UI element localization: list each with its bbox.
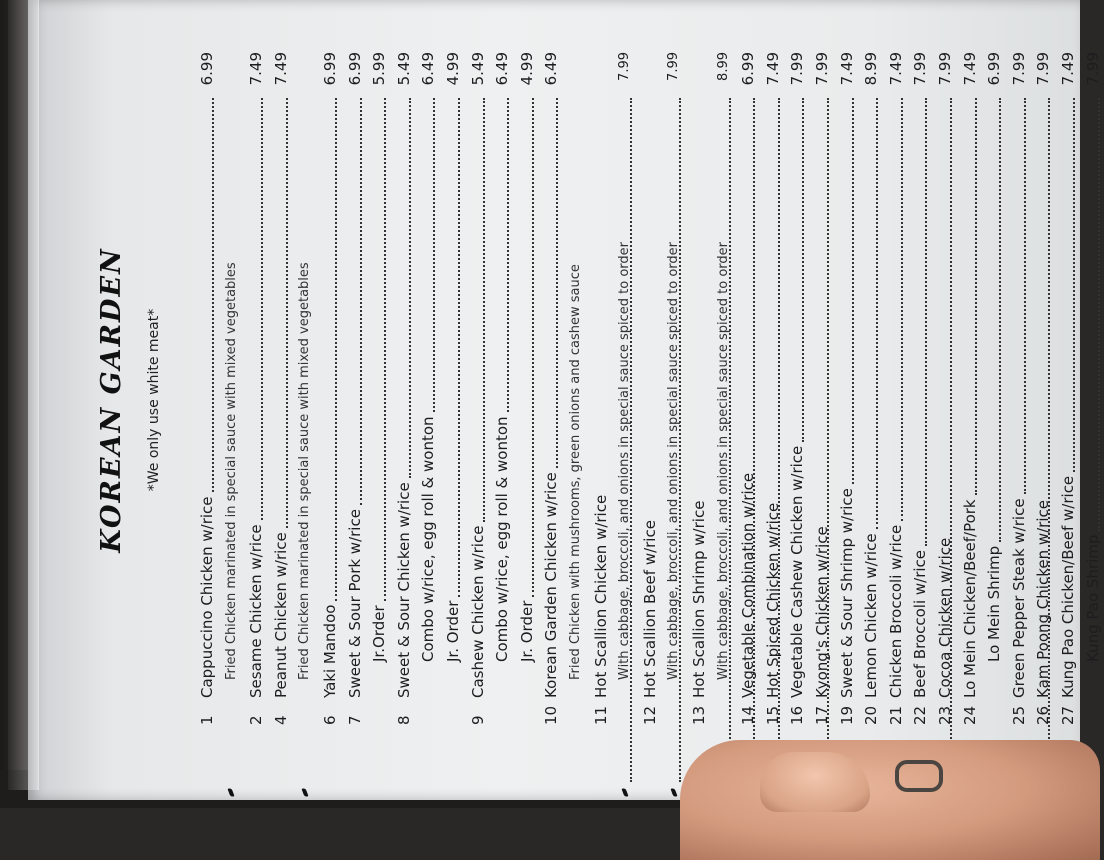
menu-item-number: 8	[394, 715, 413, 725]
dot-leader	[433, 98, 435, 412]
dot-leader	[1024, 98, 1026, 494]
dot-leader	[827, 98, 829, 782]
menu-item-number: 15	[763, 705, 782, 725]
dot-leader	[753, 98, 755, 782]
menu-item-row	[319, 0, 341, 800]
menu-item-row	[344, 0, 366, 800]
menu-item-number: 12	[640, 705, 659, 725]
menu-content	[28, 0, 1102, 800]
menu-item-name: Hot Scallion Chicken w/rice	[591, 494, 610, 698]
menu-item-number: 14	[739, 705, 758, 725]
menu-item-price: 7.99	[813, 52, 831, 86]
menu-item-row	[368, 0, 390, 800]
dot-leader	[556, 98, 558, 468]
menu-item-price: 5.49	[468, 52, 487, 86]
thumb	[760, 752, 870, 812]
menu-item-price: 6.49	[542, 52, 561, 86]
menu-item-price: 4.99	[444, 52, 462, 86]
menu-item-number: 10	[542, 705, 561, 725]
dot-leader	[409, 98, 411, 478]
menu-item-name: Cashew Chicken w/rice	[468, 525, 487, 698]
menu-item-row	[639, 0, 661, 800]
menu-item-number: 26	[1034, 705, 1053, 725]
menu-item-price: 8.99	[715, 52, 731, 81]
menu-item-price: 7.99	[1083, 52, 1102, 86]
menu-item-number: 11	[591, 705, 610, 725]
menu-item-name: Combo w/rice, egg roll & wonton	[493, 416, 512, 662]
menu-item-price: 6.49	[493, 52, 512, 86]
dot-leader	[630, 98, 632, 782]
menu-item-number: 25	[1009, 705, 1028, 725]
dot-leader	[925, 98, 927, 546]
menu-item-name: Cappuccino Chicken w/rice	[198, 496, 216, 698]
menu-item-row	[909, 0, 931, 800]
restaurant-title: KOREAN GARDEN	[96, 247, 127, 553]
menu-item-row	[196, 0, 218, 800]
menu-item-row	[417, 0, 439, 800]
menu-item-price: 6.99	[985, 52, 1004, 86]
menu-item-row	[442, 0, 464, 800]
menu-item-price: 7.49	[960, 52, 979, 86]
menu-item-description	[565, 0, 587, 800]
white-meat-note: *We only use white meat*	[146, 308, 162, 492]
menu-item-row	[836, 0, 858, 800]
dot-leader	[458, 98, 460, 597]
menu-item-number: 4	[271, 715, 290, 725]
menu-item-name: Vegetable Combination w/rice	[739, 472, 758, 698]
menu-item-number: 2	[247, 715, 266, 725]
menu-item-number: 1	[198, 715, 216, 725]
spicy-pepper-icon	[670, 788, 677, 798]
menu-item-name: Kyong's Chicken w/rice	[813, 526, 831, 698]
menu-item-price: 6.99	[345, 52, 364, 86]
menu-item-name: With cabbage, broccoli, and onions in special sauce spiced to order	[617, 242, 633, 680]
dot-leader	[876, 98, 878, 529]
dot-leader	[679, 98, 681, 782]
menu-item-row	[467, 0, 489, 800]
menu-item-number: 23	[936, 705, 954, 725]
menu-item-price: 7.49	[1059, 52, 1077, 86]
menu-item-row	[1032, 0, 1054, 800]
menu-item-price: 7.49	[763, 52, 782, 86]
menu-item-name: Sweet & Sour Chicken w/rice	[394, 482, 413, 698]
menu-item-name: With cabbage, broccoli, and onions in special sauce spiced to order	[666, 242, 682, 680]
menu-item-row	[393, 0, 415, 800]
dot-leader	[975, 98, 977, 495]
spicy-pepper-icon	[228, 788, 235, 798]
menu-item-row	[590, 0, 612, 800]
menu-item-row	[688, 0, 710, 800]
menu-item-description	[221, 0, 243, 800]
spicy-pepper-icon	[621, 788, 628, 798]
menu-item-name: Korean Garden Chicken w/rice	[542, 472, 561, 698]
menu-item-row	[491, 0, 513, 800]
menu-item-name: Kam Poong Chicken w/rice	[1034, 500, 1053, 698]
menu-item-row	[737, 0, 759, 800]
menu-item-number: 6	[321, 715, 339, 725]
menu-item-row	[270, 0, 292, 800]
menu-item-row	[983, 0, 1005, 800]
menu-item-name: Sesame Chicken w/rice	[247, 524, 266, 698]
menu-item-number: 21	[886, 705, 905, 725]
dot-leader	[852, 98, 854, 484]
menu-item-description	[294, 0, 316, 800]
dot-leader	[286, 98, 288, 528]
menu-item-description	[614, 0, 636, 800]
menu-item-name: Peanut Chicken w/rice	[271, 532, 290, 698]
menu-item-name: Cocoa Chicken w/rice	[936, 537, 954, 698]
menu-item-number: 22	[911, 705, 930, 725]
menu-item-price: 7.49	[837, 52, 856, 86]
menu-item-row	[540, 0, 562, 800]
menu-item-name: Hot Scallion Beef w/rice	[640, 520, 659, 698]
menu-item-row	[762, 0, 784, 800]
menu-item-row	[885, 0, 907, 800]
menu-item-price: 7.99	[936, 52, 954, 86]
menu-item-price: 8.99	[862, 52, 881, 86]
dot-leader	[212, 98, 214, 492]
menu-item-name: Lo Mein Chicken/Beef/Pork	[960, 499, 979, 698]
menu-item-name: Fried Chicken with mushrooms, green onions and cashew sauce	[568, 264, 583, 680]
menu-item-price: 7.99	[666, 52, 682, 81]
menu-item-name: Green Pepper Steak w/rice	[1009, 498, 1028, 698]
dot-leader	[999, 98, 1001, 542]
menu-item-name: Vegetable Cashew Chicken w/rice	[788, 445, 807, 698]
menu-item-name: Sweet & Sour Shrimp w/rice	[837, 488, 856, 698]
menu-item-row	[860, 0, 882, 800]
menu-item-name: Hot Spiced Chicken w/rice	[763, 502, 782, 698]
menu-item-name: Hot Scallion Shrimp w/rice	[690, 500, 708, 698]
dot-leader	[778, 98, 780, 782]
dot-leader	[384, 98, 386, 601]
dot-leader	[261, 98, 263, 520]
dot-leader	[1098, 98, 1100, 531]
menu-item-number: 17	[813, 705, 831, 725]
menu-item-price: 7.99	[911, 52, 930, 86]
menu-item-row	[1008, 0, 1030, 800]
dot-leader	[335, 98, 337, 601]
menu-item-price: 7.99	[617, 52, 633, 81]
menu-item-price: 6.99	[198, 52, 216, 86]
dot-leader	[360, 98, 362, 505]
menu-item-name: Fried Chicken marinated in special sauce with mixed vegetables	[223, 262, 239, 680]
menu-item-row	[1082, 0, 1104, 800]
menu-item-name: Jr.Order	[370, 605, 389, 662]
menu-item-row	[245, 0, 267, 800]
menu-item-price: 7.49	[271, 52, 290, 86]
menu-item-name: Chicken Broccoli w/rice	[886, 524, 905, 698]
spicy-pepper-icon	[301, 788, 308, 798]
dot-leader	[1073, 98, 1075, 472]
hand	[680, 740, 1100, 860]
menu-item-name: Lemon Chicken w/rice	[862, 533, 881, 698]
menu-item-row	[1057, 0, 1079, 800]
dot-leader	[802, 98, 804, 442]
menu-item-name: Jr. Order	[517, 600, 536, 662]
menu-item-row	[959, 0, 981, 800]
menu-item-price: 4.99	[517, 52, 536, 86]
menu-item-price: 7.99	[1034, 52, 1053, 86]
dot-leader	[901, 98, 903, 521]
menu-item-number: 20	[862, 705, 881, 725]
menu-item-name: With cabbage, broccoli, and onions in special sauce spiced to order	[715, 242, 731, 680]
menu-item-price: 7.49	[247, 52, 266, 86]
menu-item-price: 5.99	[370, 52, 389, 86]
menu-item-row	[934, 0, 956, 800]
dot-leader	[729, 98, 731, 782]
dot-leader	[532, 98, 534, 597]
menu-item-price: 5.49	[394, 52, 413, 86]
menu-item-description	[713, 0, 735, 800]
menu-item-price: 7.99	[788, 52, 807, 86]
menu-item-price: 7.99	[1009, 52, 1028, 86]
menu-item-name: Beef Broccoli w/rice	[911, 549, 930, 698]
menu-item-row	[516, 0, 538, 800]
menu-item-price: 6.99	[321, 52, 339, 86]
menu-item-name: Yaki Mandoo	[321, 604, 339, 698]
dot-leader	[1048, 98, 1050, 782]
menu-item-number: 13	[690, 705, 708, 725]
dot-leader	[950, 98, 952, 782]
menu-item-number: 19	[837, 705, 856, 725]
menu-item-number: 24	[960, 705, 979, 725]
menu-item-name: Lo Mein Shrimp	[985, 545, 1004, 662]
menu-item-name: Fried Chicken marinated in special sauce with mixed vegetables	[297, 262, 313, 680]
menu-item-price: 6.49	[419, 52, 438, 86]
dot-leader	[483, 98, 485, 522]
menu-item-name: Kung Pao Shrimp	[1083, 534, 1102, 662]
menu-item-description	[663, 0, 685, 800]
menu-item-number: 7	[345, 715, 364, 725]
menu-item-number: 9	[468, 715, 487, 725]
menu-item-price: 7.49	[886, 52, 905, 86]
menu-item-number: 16	[788, 705, 807, 725]
menu-item-name: Jr. Order	[444, 600, 462, 662]
menu-item-number: 27	[1059, 705, 1077, 725]
menu-item-row	[811, 0, 833, 800]
dot-leader	[507, 98, 509, 412]
menu-item-name: Sweet & Sour Pork w/rice	[345, 509, 364, 698]
menu-item-name: Kung Pao Chicken/Beef w/rice	[1059, 475, 1077, 698]
menu-item-row	[786, 0, 808, 800]
menu-item-price: 6.99	[739, 52, 758, 86]
menu-item-name: Combo w/rice, egg roll & wonton	[419, 416, 438, 662]
ring	[895, 760, 943, 792]
